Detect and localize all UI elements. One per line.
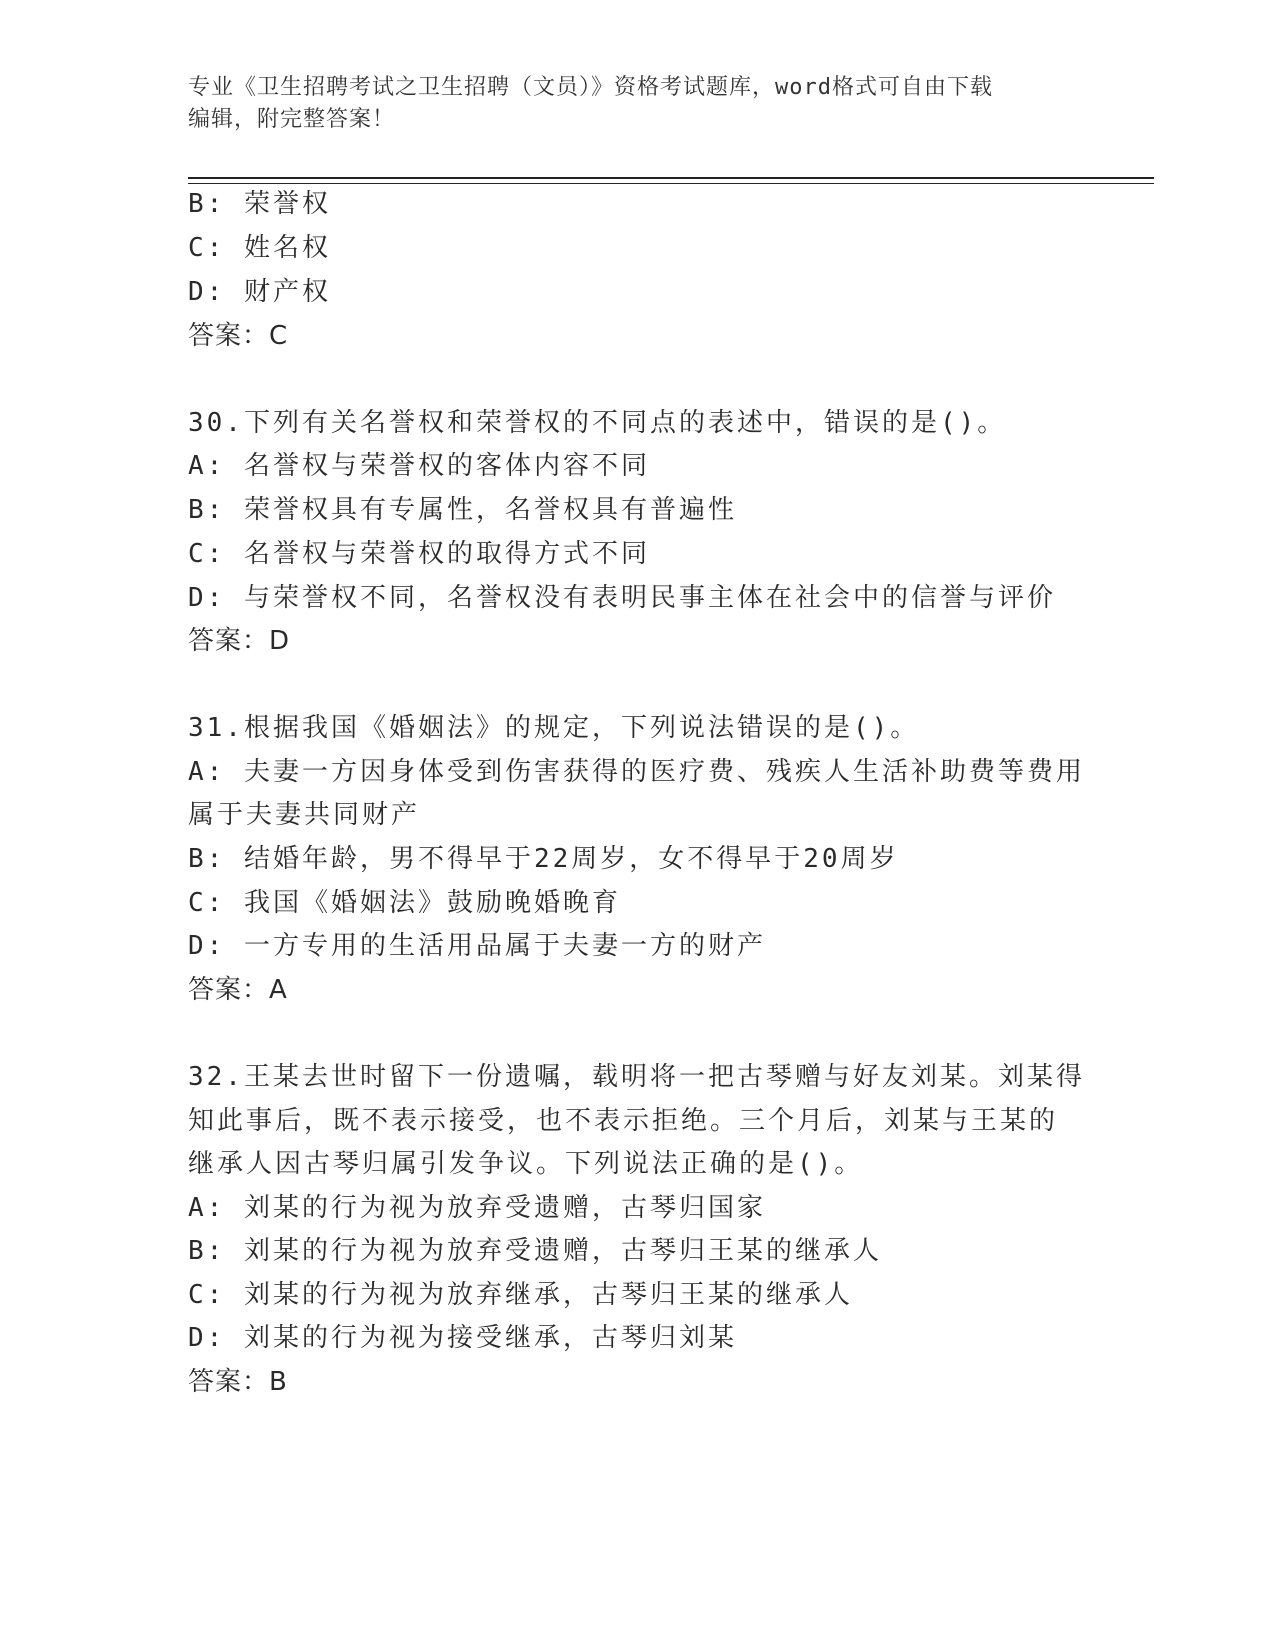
q29-option-d: D: 财产权: [188, 277, 331, 307]
header-divider-thin: [188, 183, 1154, 184]
q30-option-a: A: 名誉权与荣誉权的客体内容不同: [188, 451, 650, 481]
q31-option-b: B: 结婚年龄，男不得早于22周岁，女不得早于20周岁: [188, 844, 899, 874]
q32-option-c: C: 刘某的行为视为放弃继承，古琴归王某的继承人: [188, 1280, 853, 1310]
q30-option-d: D: 与荣誉权不同，名誉权没有表明民事主体在社会中的信誉与评价: [188, 583, 1056, 613]
q32-option-d: D: 刘某的行为视为接受继承，古琴归刘某: [188, 1323, 737, 1353]
q31-option-c: C: 我国《婚姻法》鼓励晚婚晚育: [188, 888, 621, 918]
q31-answer: 答案：A: [188, 975, 288, 1005]
q32-stem-line2: 知此事后，既不表示接受，也不表示拒绝。三个月后，刘某与王某的: [188, 1106, 1059, 1136]
q32-stem-line3: 继承人因古琴归属引发争议。下列说法正确的是()。: [188, 1149, 864, 1179]
q29-option-c: C: 姓名权: [188, 233, 331, 263]
header-line-1: 专业《卫生招聘考试之卫生招聘（文员）》资格考试题库，word格式可自由下载: [188, 75, 993, 100]
page-header: [188, 72, 1068, 136]
q30-stem: 30.下列有关名誉权和荣誉权的不同点的表述中，错误的是()。: [188, 408, 1007, 438]
q31-option-d: D: 一方专用的生活用品属于夫妻一方的财产: [188, 931, 766, 961]
q32-answer: 答案：B: [188, 1367, 288, 1397]
q32-option-b: B: 刘某的行为视为放弃受遗赠，古琴归王某的继承人: [188, 1236, 882, 1266]
q31-stem: 31.根据我国《婚姻法》的规定，下列说法错误的是()。: [188, 713, 920, 743]
header-divider-thick: [188, 177, 1154, 179]
header-line-2: 编辑，附完整答案！: [188, 107, 396, 132]
q29-option-b: B: 荣誉权: [188, 189, 331, 219]
q32-option-a: A: 刘某的行为视为放弃受遗赠，古琴归国家: [188, 1193, 766, 1223]
q30-answer: 答案：D: [188, 626, 291, 656]
q29-answer: 答案：C: [188, 321, 289, 351]
q30-option-b: B: 荣誉权具有专属性，名誉权具有普遍性: [188, 495, 737, 525]
q30-option-c: C: 名誉权与荣誉权的取得方式不同: [188, 539, 650, 569]
q31-option-a-line1: A: 夫妻一方因身体受到伤害获得的医疗费、残疾人生活补助费等费用: [188, 757, 1085, 787]
q31-option-a-line2: 属于夫妻共同财产: [188, 800, 421, 830]
q32-stem-line1: 32.王某去世时留下一份遗嘱，载明将一把古琴赠与好友刘某。刘某得: [188, 1062, 1085, 1092]
